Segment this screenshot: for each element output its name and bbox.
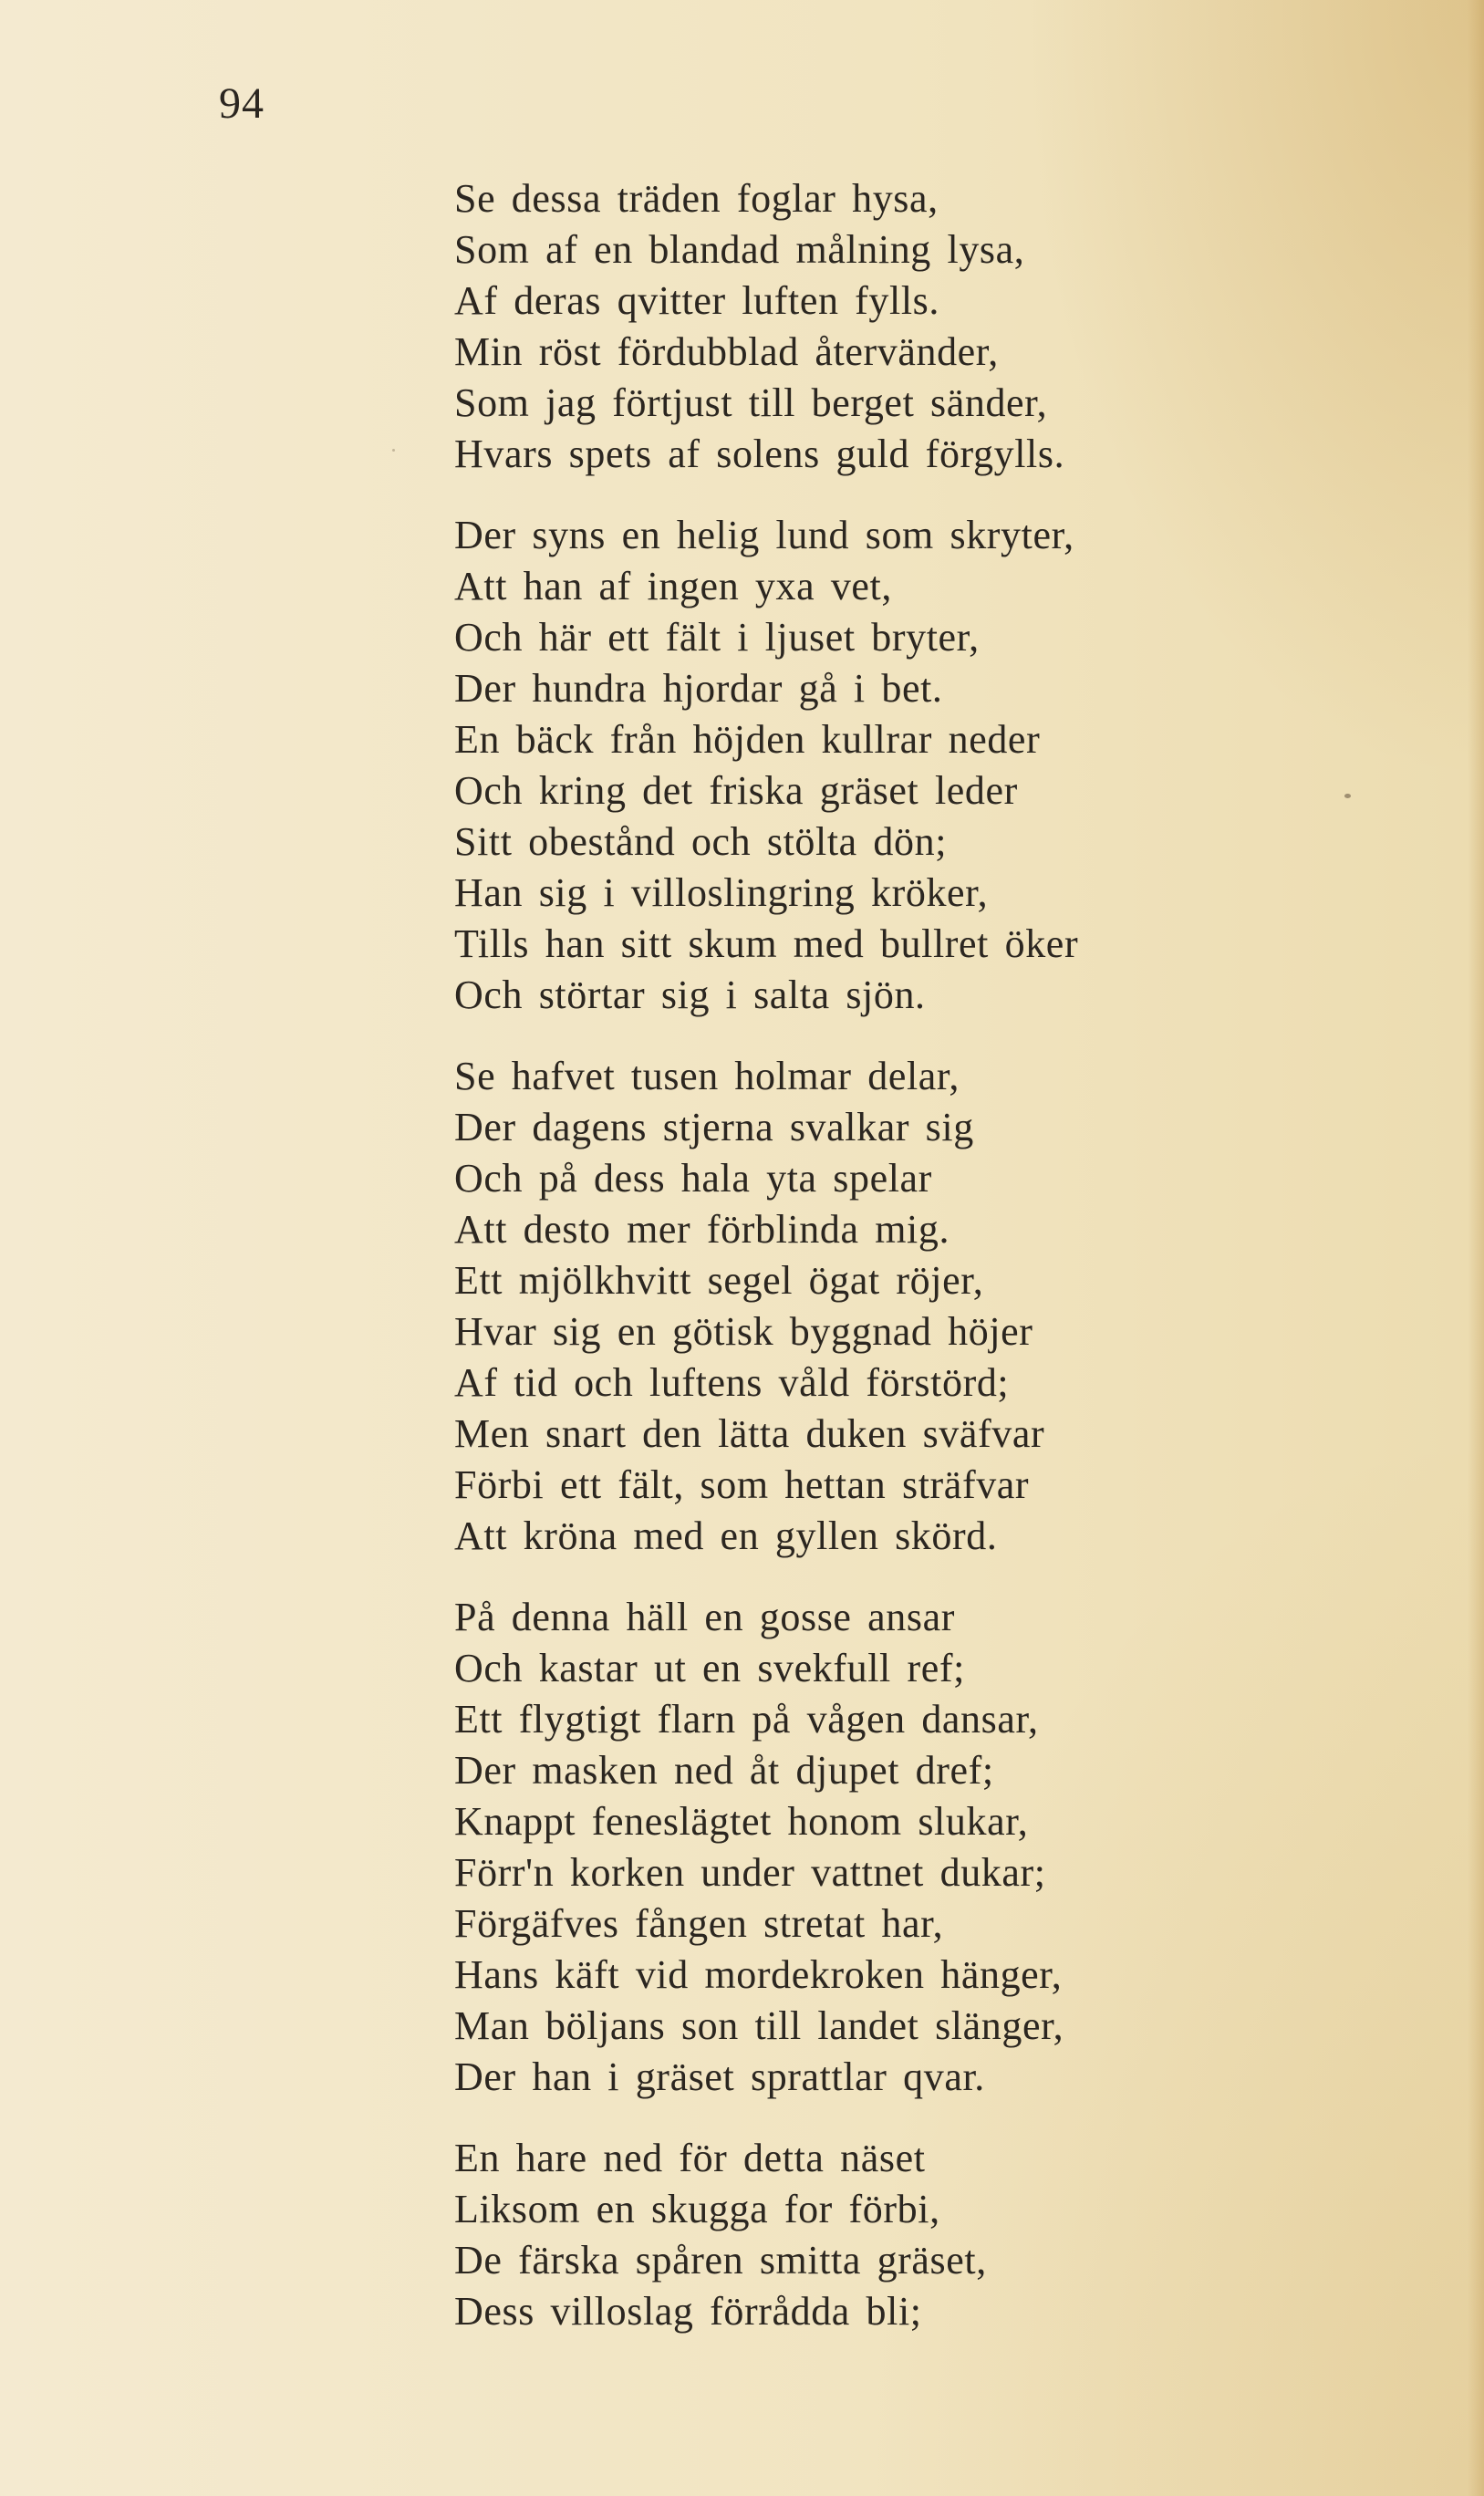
poem-line: Liksom en skugga for förbi, <box>454 2187 940 2231</box>
poem-line: Att han af ingen yxa vet, <box>454 564 892 608</box>
poem-line: Man böljans son till landet slänger, <box>454 2003 1064 2048</box>
poem-line: Dess villoslag förrådda bli; <box>454 2289 922 2334</box>
page-number: 94 <box>219 79 265 128</box>
poem-line: Af tid och luftens våld förstörd; <box>454 1360 1010 1405</box>
poem-line: Men snart den lätta duken sväfvar <box>454 1411 1045 1456</box>
poem-line: Der dagens stjerna svalkar sig <box>454 1105 974 1149</box>
poem-line: Och kastar ut en svekfull ref; <box>454 1646 965 1690</box>
poem-line: Han sig i villoslingring kröker, <box>454 870 989 915</box>
poem-line: Af deras qvitter luften fylls. <box>454 278 939 323</box>
stanza <box>454 1051 1421 1562</box>
poem-line: Se hafvet tusen holmar delar, <box>454 1054 960 1098</box>
poem-line: Förgäfves fången stretat har, <box>454 1901 944 1946</box>
stanza <box>454 510 1421 1021</box>
poem-line: En hare ned för detta näset <box>454 2136 926 2180</box>
poem-line: Att kröna med en gyllen skörd. <box>454 1513 998 1558</box>
stanza <box>454 2133 1421 2337</box>
poem-line: Hvar sig en götisk byggnad höjer <box>454 1309 1033 1354</box>
poem-line: Der syns en helig lund som skryter, <box>454 513 1074 557</box>
paper-speck <box>1344 794 1351 798</box>
poem-line: Förr'n korken under vattnet dukar; <box>454 1850 1046 1895</box>
poem-line: Ett mjölkhvitt segel ögat röjer, <box>454 1258 984 1303</box>
poem-line: Som af en blandad målning lysa, <box>454 227 1025 272</box>
poem-line: Der han i gräset sprattlar qvar. <box>454 2054 985 2099</box>
paper-speck <box>392 449 395 452</box>
poem-line: Och störtar sig i salta sjön. <box>454 972 926 1017</box>
poem-line: De färska spåren smitta gräset, <box>454 2238 987 2283</box>
poem-line: Sitt obestånd och stölta dön; <box>454 819 948 864</box>
poem-line: Och här ett fält i ljuset bryter, <box>454 615 980 660</box>
poem-line: Och på dess hala yta spelar <box>454 1156 932 1201</box>
poem-line: Förbi ett fält, som hettan sträfvar <box>454 1462 1030 1507</box>
poem-line: Hvars spets af solens guld förgylls. <box>454 432 1065 476</box>
poem-line: Der masken ned åt djupet dref; <box>454 1748 994 1793</box>
poem-line: Och kring det friska gräset leder <box>454 768 1018 813</box>
poem-line: En bäck från höjden kullrar neder <box>454 717 1041 762</box>
poem-line: Ett flygtigt flarn på vågen dansar, <box>454 1697 1039 1742</box>
poem-line: Som jag förtjust till berget sänder, <box>454 380 1048 425</box>
poem-line: Hans käft vid mordekroken hänger, <box>454 1952 1063 1997</box>
stanza <box>454 173 1421 480</box>
page-edge-shading <box>1468 0 1484 2496</box>
poem-line: Se dessa träden foglar hysa, <box>454 176 939 221</box>
poem <box>454 173 1421 2367</box>
stanza <box>454 1592 1421 2103</box>
poem-line: På denna häll en gosse ansar <box>454 1595 955 1639</box>
poem-line: Knappt feneslägtet honom slukar, <box>454 1799 1029 1844</box>
poem-line: Att desto mer förblinda mig. <box>454 1207 950 1252</box>
poem-line: Tills han sitt skum med bullret öker <box>454 921 1079 966</box>
poem-line: Der hundra hjordar gå i bet. <box>454 666 943 711</box>
poem-line: Min röst fördubblad återvänder, <box>454 329 999 374</box>
